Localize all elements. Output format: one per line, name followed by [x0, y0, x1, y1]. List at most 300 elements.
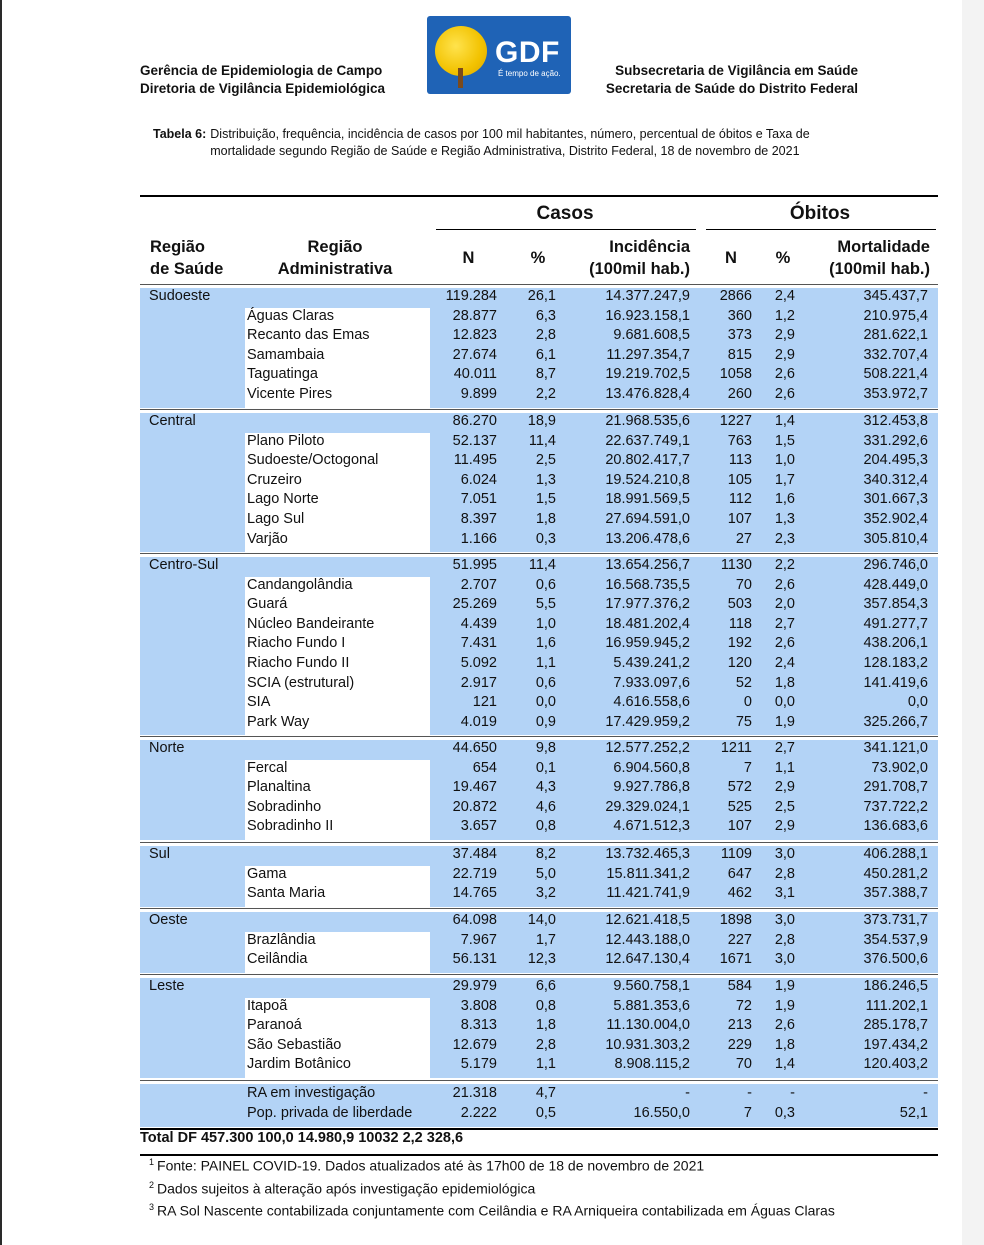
ra-casos-pct: 2,8 [535, 1036, 556, 1053]
header-left-line1: Gerência de Epidemiologia de Campo [140, 63, 383, 78]
ra-name: RA em investigação [247, 1085, 376, 1101]
table-row [140, 577, 938, 597]
ra-name: Candangolândia [247, 576, 353, 593]
ra-casos-pct: 11,4 [528, 432, 556, 449]
region-casos-pct: 8,2 [535, 846, 556, 862]
ra-obitos-pct: 2,3 [774, 530, 795, 547]
ra-name: Paranoá [247, 1017, 302, 1034]
region-casos-pct: 14,0 [527, 912, 556, 928]
region-casos-n: 44.650 [452, 740, 497, 756]
ra-name: Jardim Botânico [247, 1056, 351, 1073]
ra-obitos-pct: 3,0 [774, 951, 795, 968]
region-row [140, 846, 938, 866]
caption-label: Tabela 6: [153, 127, 207, 141]
col-header-mortalidade [800, 236, 930, 280]
extra-mortalidade: - [923, 1085, 928, 1101]
region-obitos-n: 1898 [719, 912, 752, 928]
ra-incidencia: 15.811.341,2 [606, 865, 690, 882]
ra-obitos-pct: 2,6 [774, 386, 795, 402]
ra-obitos-n: 7 [743, 759, 752, 776]
ra-incidencia: 27.694.591,0 [605, 511, 690, 527]
ra-casos-n: 1.166 [460, 530, 497, 547]
ra-casos-pct: 0,8 [535, 997, 556, 1014]
ra-obitos-n: 107 [727, 511, 752, 527]
total-casos-n: 457.300 [200, 1130, 254, 1146]
ra-incidencia: 18.481.202,4 [605, 615, 690, 632]
caption-text: Distribuição, frequência, incidência de casos por 100 mil habitantes, número, percentual de óbitos e Taxa de mortalidade segundo Região de Saúde e Região Administrativa, Distrito Federal, 18 de novembro de 2021 [210, 127, 810, 158]
ra-obitos-pct: 1,0 [774, 452, 795, 469]
ra-incidencia: 11.297.354,7 [606, 346, 690, 363]
col-header-casos-pct: % [530, 249, 546, 267]
ra-mortalidade: 128.183,2 [863, 655, 928, 671]
logo-text: GDF [495, 36, 560, 69]
ra-casos-n: 5.092 [460, 655, 497, 671]
ra-name: Varjão [247, 530, 288, 547]
ra-incidencia: 16.568.735,5 [605, 576, 690, 593]
region-obitos-pct: 1,4 [774, 413, 795, 429]
ra-obitos-n: 105 [727, 471, 752, 488]
ra-mortalidade: 0,0 [907, 694, 928, 711]
region-incidencia: 21.968.535,6 [605, 413, 690, 429]
region-name: Central [149, 413, 196, 429]
ra-obitos-pct: 2,4 [774, 655, 795, 671]
ra-mortalidade: 141.419,6 [863, 674, 928, 691]
table-row [140, 616, 938, 636]
ra-casos-n: 5.179 [460, 1056, 497, 1073]
header-right-line1: Subsecretaria de Vigilância em Saúde [615, 63, 858, 78]
region-mortalidade: 341.121,0 [863, 740, 928, 756]
ra-obitos-n: 462 [727, 885, 752, 902]
table-row [140, 531, 938, 551]
ra-incidencia: 12.443.188,0 [605, 931, 690, 948]
ra-mortalidade: 491.277,7 [863, 615, 928, 632]
region-name: Leste [149, 978, 185, 994]
col-header-casos-n: N [462, 249, 475, 267]
ra-obitos-pct: 2,0 [774, 596, 795, 613]
ra-obitos-pct: 0,0 [774, 694, 795, 711]
ra-casos-n: 9.899 [460, 386, 497, 402]
ra-name: Guará [247, 596, 288, 613]
ra-casos-n: 6.024 [460, 471, 497, 488]
extra-casos-n: 21.318 [452, 1085, 497, 1101]
region-incidencia: 13.732.465,3 [605, 846, 690, 862]
ra-casos-n: 4.439 [460, 615, 497, 632]
region-row [140, 413, 938, 433]
total-ra: DF [177, 1130, 197, 1146]
table-caption [153, 126, 853, 160]
table-row [140, 714, 938, 734]
table-row [140, 760, 938, 780]
ra-mortalidade: 285.178,7 [863, 1017, 928, 1034]
ra-obitos-n: 112 [728, 491, 752, 508]
region-row [140, 557, 938, 577]
ra-incidencia: 17.977.376,2 [605, 596, 690, 613]
region-obitos-n: 1211 [720, 740, 752, 756]
ra-casos-n: 8.397 [460, 511, 497, 527]
col-header-incidencia-line1: Incidência [609, 238, 690, 256]
ra-casos-pct: 1,1 [535, 1056, 556, 1073]
group-header-casos: Casos [536, 203, 594, 224]
ra-name: Ceilândia [247, 951, 308, 968]
region-row [140, 978, 938, 998]
ra-name: Gama [247, 865, 287, 882]
ra-name: Taguatinga [247, 366, 318, 383]
region-mortalidade: 406.288,1 [863, 846, 928, 862]
region-incidencia: 14.377.247,9 [605, 288, 690, 304]
ra-obitos-pct: 1,8 [774, 674, 795, 691]
ra-obitos-pct: 2,9 [774, 327, 795, 344]
region-row [140, 740, 938, 760]
ra-casos-pct: 6,1 [535, 346, 556, 363]
ra-name: Lago Sul [247, 511, 305, 527]
col-header-regiao-saude-line1: Região [150, 238, 206, 256]
ra-casos-n: 27.674 [452, 346, 497, 363]
region-mortalidade: 373.731,7 [863, 912, 928, 928]
ra-mortalidade: 450.281,2 [863, 865, 928, 882]
ra-casos-n: 12.823 [452, 327, 497, 344]
ra-casos-n: 28.877 [452, 307, 497, 324]
table-row [140, 491, 938, 511]
header-left [140, 62, 385, 98]
ra-obitos-n: 503 [727, 596, 752, 613]
ra-incidencia: 29.329.024,1 [605, 798, 690, 815]
ra-incidencia: 11.130.004,0 [606, 1017, 690, 1034]
region-obitos-pct: 2,4 [774, 288, 795, 304]
ra-incidencia: 4.671.512,3 [613, 818, 690, 835]
header-right [606, 62, 858, 98]
ra-obitos-n: 227 [727, 931, 752, 948]
table-row [140, 932, 938, 952]
ra-casos-pct: 2,2 [535, 386, 556, 402]
footnote-2 [149, 1180, 535, 1197]
table-row [140, 655, 938, 675]
ra-mortalidade: 352.902,4 [863, 511, 928, 527]
table-row [140, 452, 938, 472]
ra-casos-n: 25.269 [452, 596, 497, 613]
extra-mortalidade: 52,1 [899, 1104, 928, 1121]
ra-casos-n: 2.707 [460, 576, 497, 593]
ra-name: Sudoeste/Octogonal [247, 452, 379, 469]
ra-casos-n: 19.467 [452, 779, 497, 796]
ra-obitos-pct: 1,3 [774, 511, 795, 527]
region-casos-n: 29.979 [452, 978, 497, 994]
ra-casos-pct: 0,8 [535, 818, 556, 835]
region-obitos-n: 584 [727, 978, 752, 994]
extra-obitos-pct: 0,3 [774, 1104, 795, 1121]
region-row [140, 288, 938, 308]
ra-casos-n: 654 [472, 759, 497, 776]
ra-mortalidade: 73.902,0 [871, 759, 928, 776]
region-incidencia: 12.621.418,5 [605, 912, 690, 928]
ra-obitos-n: 70 [735, 1056, 752, 1073]
extra-obitos-n: 7 [743, 1104, 752, 1121]
ra-incidencia: 9.927.786,8 [613, 779, 690, 796]
ra-mortalidade: 737.722,2 [863, 798, 928, 815]
ra-mortalidade: 357.854,3 [863, 596, 928, 613]
ra-obitos-n: 763 [727, 432, 752, 449]
region-name: Oeste [149, 912, 188, 928]
ra-obitos-pct: 1,9 [774, 997, 795, 1014]
ra-casos-pct: 2,5 [535, 452, 556, 469]
ra-incidencia: 5.439.241,2 [613, 655, 690, 671]
table-row [140, 885, 938, 905]
table-row [140, 998, 938, 1018]
footnote-3-number: 3 [149, 1202, 155, 1212]
ra-name: Samambaia [247, 346, 325, 363]
extra-incidencia: - [685, 1085, 690, 1101]
table-row [140, 779, 938, 799]
region-casos-n: 119.284 [445, 288, 497, 304]
col-header-incidencia-line2: (100mil hab.) [589, 260, 690, 278]
ra-obitos-n: 75 [735, 713, 752, 730]
ra-obitos-pct: 1,9 [774, 713, 795, 730]
region-casos-pct: 18,9 [527, 413, 556, 429]
logo-slogan: É tempo de ação. [498, 69, 561, 78]
ra-obitos-pct: 2,9 [774, 779, 795, 796]
ra-incidencia: 7.933.097,6 [613, 674, 690, 691]
page-right-margin [962, 0, 984, 1245]
ra-casos-pct: 0,9 [535, 713, 556, 730]
table-top-rule [140, 195, 938, 197]
ra-mortalidade: 197.434,2 [863, 1036, 928, 1053]
table-row [140, 1037, 938, 1057]
region-obitos-n: 1130 [720, 557, 752, 573]
ra-name: SCIA (estrutural) [247, 674, 355, 691]
extra-incidencia: 16.550,0 [633, 1104, 690, 1121]
col-header-regiao-administrativa [245, 236, 425, 280]
ra-obitos-n: 229 [727, 1036, 752, 1053]
ra-incidencia: 12.647.130,4 [605, 951, 690, 968]
header-left-line2: Diretoria de Vigilância Epidemiológica [140, 81, 386, 96]
ra-obitos-n: 27 [735, 530, 752, 547]
ra-incidencia: 19.524.210,8 [605, 471, 690, 488]
ra-casos-n: 3.808 [460, 997, 497, 1014]
ra-casos-n: 56.131 [452, 951, 497, 968]
ra-casos-pct: 1,8 [535, 1017, 556, 1034]
ra-mortalidade: 120.403,2 [863, 1056, 928, 1073]
table-row [140, 635, 938, 655]
region-casos-n: 64.098 [452, 912, 497, 928]
region-casos-pct: 26,1 [527, 288, 556, 304]
ra-casos-n: 2.917 [460, 674, 497, 691]
ra-casos-pct: 1,1 [535, 655, 556, 671]
ra-obitos-n: 815 [727, 346, 752, 363]
table-row [140, 818, 938, 838]
footnote-3-text: RA Sol Nascente contabilizada conjuntamente com Ceilândia e RA Arniqueira contabilizada em Águas Claras [157, 1202, 835, 1219]
region-mortalidade: 345.437,7 [863, 288, 928, 304]
col-header-regiao-saude-line2: de Saúde [150, 260, 224, 278]
ra-casos-pct: 0,1 [535, 759, 556, 776]
region-obitos-pct: 1,9 [774, 978, 795, 994]
ra-mortalidade: 353.972,7 [863, 386, 928, 402]
region-obitos-pct: 2,7 [774, 740, 795, 756]
ra-obitos-pct: 2,6 [774, 1017, 795, 1034]
ra-casos-pct: 1,5 [535, 491, 556, 508]
table-row [140, 308, 938, 328]
ra-incidencia: 22.637.749,1 [605, 432, 690, 449]
ra-casos-pct: 0,6 [535, 674, 556, 691]
ra-casos-pct: 3,2 [535, 885, 556, 902]
ra-casos-n: 7.051 [460, 491, 497, 508]
total-row [140, 1128, 938, 1156]
ra-casos-n: 7.967 [460, 931, 497, 948]
ra-name: Planaltina [247, 779, 311, 796]
ra-obitos-pct: 3,1 [774, 885, 795, 902]
ra-casos-pct: 1,3 [535, 471, 556, 488]
ra-casos-n: 4.019 [460, 713, 497, 730]
ra-obitos-n: 192 [727, 635, 752, 652]
obitos-rule [706, 229, 936, 230]
col-header-obitos-pct: % [775, 249, 791, 267]
ra-mortalidade: 354.537,9 [863, 931, 928, 948]
region-name: Norte [149, 740, 185, 756]
table-row [140, 347, 938, 367]
ra-obitos-n: 52 [735, 674, 752, 691]
ra-name: Brazlândia [247, 931, 316, 948]
extra-casos-n: 2.222 [460, 1104, 497, 1121]
ra-casos-n: 3.657 [460, 818, 497, 835]
ra-obitos-pct: 2,9 [774, 818, 795, 835]
total-obitos-n: 10032 [358, 1130, 399, 1146]
ra-obitos-n: 107 [727, 818, 752, 835]
ra-mortalidade: 428.449,0 [863, 576, 928, 593]
footnote-1-number: 1 [149, 1157, 155, 1167]
ra-incidencia: 19.219.702,5 [605, 366, 690, 383]
ra-obitos-pct: 2,6 [774, 576, 795, 593]
ra-mortalidade: 332.707,4 [863, 346, 928, 363]
region-casos-pct: 9,8 [535, 740, 556, 756]
col-header-ra-line2: Administrativa [277, 260, 393, 278]
ra-casos-pct: 6,3 [535, 307, 556, 324]
ra-incidencia: 17.429.959,2 [605, 713, 690, 730]
ra-incidencia: 13.206.478,6 [605, 530, 690, 547]
ra-incidencia: 10.931.303,2 [605, 1036, 690, 1053]
table-row [140, 472, 938, 492]
table-row [140, 675, 938, 695]
total-incidencia: 14.980,9 [297, 1130, 355, 1146]
ra-mortalidade: 204.495,3 [863, 452, 928, 469]
ra-name: Plano Piloto [247, 432, 325, 449]
table-row [140, 1017, 938, 1037]
ra-obitos-n: 572 [727, 779, 752, 796]
extra-separator [140, 1080, 938, 1081]
ra-incidencia: 5.881.353,6 [613, 997, 690, 1014]
ra-mortalidade: 210.975,4 [863, 307, 928, 324]
table-row [140, 1056, 938, 1076]
region-separator [140, 409, 938, 410]
ra-obitos-n: 0 [743, 694, 752, 711]
region-name: Sul [149, 846, 170, 862]
col-header-regiao-saude [150, 236, 223, 280]
extra-casos-pct: 4,7 [535, 1085, 556, 1101]
total-obitos-pct: 2,2 [402, 1130, 423, 1146]
extra-row [140, 1105, 938, 1125]
ra-obitos-pct: 1,4 [774, 1056, 795, 1073]
ra-obitos-pct: 1,6 [774, 491, 795, 508]
ra-name: Santa Maria [247, 885, 326, 902]
ra-name: São Sebastião [247, 1036, 342, 1053]
ra-mortalidade: 438.206,1 [863, 635, 928, 652]
ra-casos-pct: 8,7 [535, 366, 556, 383]
col-header-ra-line1: Região [307, 238, 363, 256]
ra-incidencia: 4.616.558,6 [613, 694, 690, 711]
table-row [140, 386, 938, 406]
ra-obitos-n: 373 [727, 327, 752, 344]
casos-rule [436, 229, 696, 230]
table-row [140, 596, 938, 616]
region-separator [140, 974, 938, 975]
ra-obitos-n: 213 [727, 1017, 752, 1034]
ra-incidencia: 11.421.741,9 [606, 885, 690, 902]
ra-name: Lago Norte [247, 491, 319, 508]
region-name: Centro-Sul [149, 557, 219, 573]
ra-casos-n: 121 [472, 694, 497, 711]
ra-obitos-n: 1671 [719, 951, 752, 968]
ra-incidencia: 16.923.158,1 [605, 307, 690, 324]
table-row [140, 433, 938, 453]
table-row [140, 866, 938, 886]
region-casos-n: 86.270 [452, 413, 497, 429]
tree-trunk-icon [458, 68, 463, 88]
ra-mortalidade: 331.292,6 [863, 432, 928, 449]
ra-incidencia: 8.908.115,2 [614, 1056, 690, 1073]
ra-casos-pct: 1,6 [535, 635, 556, 652]
ra-obitos-n: 120 [727, 655, 752, 671]
ra-obitos-pct: 1,2 [774, 307, 795, 324]
ra-name: Sobradinho II [247, 818, 334, 835]
ra-obitos-pct: 2,8 [774, 865, 795, 882]
ra-obitos-n: 360 [727, 307, 752, 324]
ra-name: SIA [247, 694, 271, 711]
ra-casos-pct: 1,7 [535, 931, 556, 948]
region-incidencia: 13.654.256,7 [605, 557, 690, 573]
ra-casos-pct: 12,3 [527, 951, 556, 968]
ra-casos-pct: 1,0 [535, 615, 556, 632]
ra-incidencia: 18.991.569,5 [605, 491, 690, 508]
region-obitos-pct: 3,0 [774, 912, 795, 928]
ra-obitos-n: 70 [735, 576, 752, 593]
total-label: Total [140, 1130, 174, 1146]
ra-obitos-pct: 2,9 [774, 346, 795, 363]
region-separator [140, 284, 938, 285]
extra-obitos-n: - [747, 1085, 752, 1101]
region-obitos-pct: 3,0 [774, 846, 795, 862]
ra-mortalidade: 136.683,6 [863, 818, 928, 835]
ra-casos-n: 52.137 [452, 432, 497, 449]
ra-obitos-n: 1058 [719, 366, 752, 383]
ra-name: Fercal [247, 759, 288, 776]
group-header-obitos: Óbitos [789, 203, 851, 224]
ra-mortalidade: 357.388,7 [863, 885, 928, 902]
ra-casos-n: 8.313 [460, 1017, 497, 1034]
ra-mortalidade: 291.708,7 [863, 779, 928, 796]
table-row [140, 951, 938, 971]
page-left-edge [0, 0, 2, 1245]
ra-casos-pct: 0,3 [535, 530, 556, 547]
ra-obitos-pct: 2,5 [774, 798, 795, 815]
extra-casos-pct: 0,5 [535, 1104, 556, 1121]
region-name: Sudoeste [149, 288, 211, 304]
region-casos-n: 37.484 [452, 846, 497, 862]
ra-casos-pct: 1,8 [535, 511, 556, 527]
ra-casos-n: 12.679 [452, 1036, 497, 1053]
region-obitos-n: 1109 [720, 846, 752, 862]
footnote-3 [149, 1202, 835, 1219]
ra-casos-n: 7.431 [460, 635, 497, 652]
header-right-line2: Secretaria de Saúde do Distrito Federal [605, 81, 858, 96]
table-row [140, 694, 938, 714]
ra-name: Park Way [247, 713, 310, 730]
